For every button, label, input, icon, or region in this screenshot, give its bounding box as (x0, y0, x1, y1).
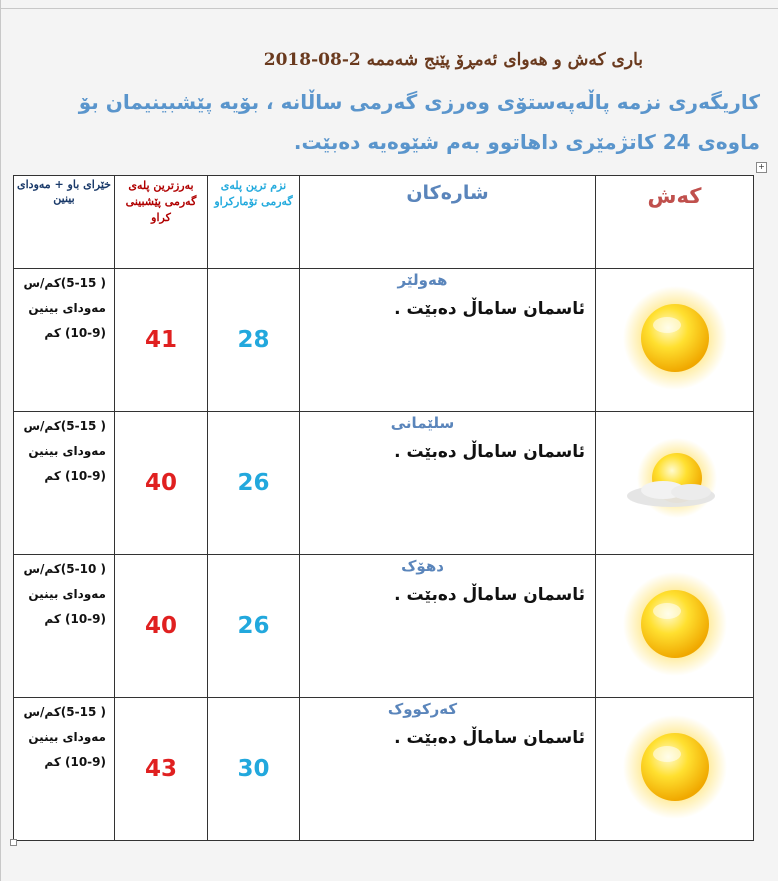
max-temp-cell: 40 (115, 555, 208, 698)
visibility-label: مەودای بینین (28, 587, 106, 601)
weather-icon-cell (596, 698, 754, 841)
city-cell (300, 269, 596, 412)
sun-icon (615, 712, 735, 822)
city-cell (300, 412, 596, 555)
visibility-value: (10-9) کم (44, 612, 106, 626)
min-temp-cell: 30 (208, 698, 300, 841)
header-wind: خێرای باو + مەودای بینین (14, 176, 115, 269)
wind-speed: ( 5-10)کم/س (23, 562, 106, 576)
sun-icon (615, 283, 735, 393)
wind-cell (14, 412, 115, 555)
weather-description: ئاسمان ساماڵ دەبێت . (394, 442, 585, 462)
header-min-temp: نزم ترین پلەی گەرمی تۆمارکراو (208, 176, 300, 269)
header-weather: کەش (596, 176, 754, 269)
visibility-label: مەودای بینین (28, 444, 106, 458)
forecast-intro: کاریگەری نزمە پاڵەپەستۆی وەرزی گەرمی ساڵانە ، بۆیە پێشبینیمان بۆ ماوەی 24 کاتژمێری داهاتوو بەم شێوەیە دەبێت. (78, 90, 760, 154)
city-cell (300, 698, 596, 841)
visibility-label: مەودای بینین (28, 301, 106, 315)
city-name: دهۆک (401, 557, 444, 575)
max-temp-cell: 40 (115, 412, 208, 555)
weather-table (13, 175, 754, 841)
visibility-label: مەودای بینین (28, 730, 106, 744)
visibility-value: (10-9) کم (44, 469, 106, 483)
wind-cell (14, 555, 115, 698)
min-temp-cell: 26 (208, 555, 300, 698)
max-temp-cell: 41 (115, 269, 208, 412)
weather-description: ئاسمان ساماڵ دەبێت . (394, 299, 585, 319)
visibility-value: (10-9) کم (44, 755, 106, 769)
weather-description: ئاسمان ساماڵ دەبێت . (394, 728, 585, 748)
page-top-border (0, 8, 778, 9)
table-header-row (14, 176, 754, 269)
sun-icon (615, 569, 735, 679)
city-name: هەولێر (397, 271, 448, 289)
wind-speed: ( 5-15)کم/س (23, 276, 106, 290)
page-title: باری کەش و هەوای ئەمڕۆ پێنج شەممە 2-08-2018 (263, 50, 643, 70)
table-row (14, 698, 754, 841)
weather-icon-cell (596, 269, 754, 412)
wind-speed: ( 5-15)کم/س (23, 705, 106, 719)
table-resize-handle[interactable] (10, 839, 17, 846)
sun-cloud-icon (615, 426, 735, 536)
weather-icon-cell (596, 412, 754, 555)
wind-cell (14, 269, 115, 412)
table-move-handle[interactable]: + (756, 162, 767, 173)
weather-description: ئاسمان ساماڵ دەبێت . (394, 585, 585, 605)
city-cell (300, 555, 596, 698)
table-row (14, 555, 754, 698)
wind-cell (14, 698, 115, 841)
header-city: شارەکان (300, 176, 596, 269)
wind-speed: ( 5-15)کم/س (23, 419, 106, 433)
min-temp-cell: 28 (208, 269, 300, 412)
weather-icon-cell (596, 555, 754, 698)
city-name: سلێمانی (390, 414, 455, 432)
table-row (14, 269, 754, 412)
table-row (14, 412, 754, 555)
city-name: کەرکووک (387, 700, 458, 718)
min-temp-cell: 26 (208, 412, 300, 555)
visibility-value: (10-9) کم (44, 326, 106, 340)
header-max-temp: بەرزترین پلەی گەرمی پێشبینی کراو (115, 176, 208, 269)
max-temp-cell: 43 (115, 698, 208, 841)
